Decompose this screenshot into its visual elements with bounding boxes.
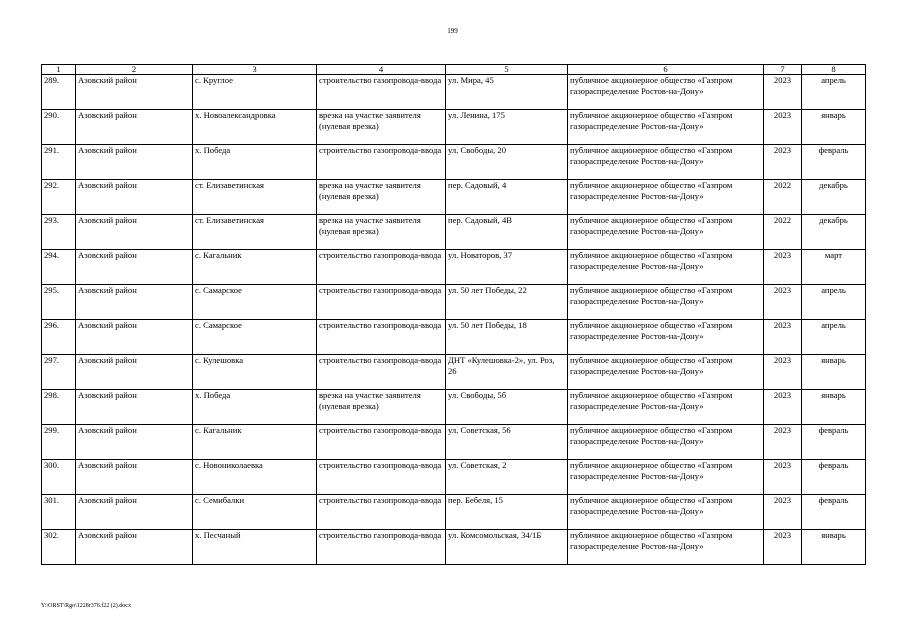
row-number: 293. xyxy=(42,215,76,250)
address-cell: пер. Бебеля, 15 xyxy=(446,495,568,530)
district-cell: Азовский район xyxy=(76,250,193,285)
year-cell: 2023 xyxy=(764,250,802,285)
locality-cell: с. Новониколаевка xyxy=(193,460,317,495)
locality-cell: с. Кагальник xyxy=(193,425,317,460)
work-type-cell: врезка на участке заявителя (нулевая врезка) xyxy=(317,180,446,215)
work-type-cell: врезка на участке заявителя (нулевая врезка) xyxy=(317,215,446,250)
row-number: 300. xyxy=(42,460,76,495)
address-cell: ул. Советская, 2 xyxy=(446,460,568,495)
district-cell: Азовский район xyxy=(76,460,193,495)
address-cell: ул. Мира, 45 xyxy=(446,75,568,110)
work-type-cell: строительство газопровода-ввода xyxy=(317,355,446,390)
locality-cell: с. Кагальник xyxy=(193,250,317,285)
work-type-cell: строительство газопровода-ввода xyxy=(317,145,446,180)
header-row xyxy=(42,65,866,75)
address-cell: пер. Садовый, 4 xyxy=(446,180,568,215)
table-row xyxy=(42,530,866,565)
month-cell: январь xyxy=(802,530,866,565)
district-cell: Азовский район xyxy=(76,110,193,145)
locality-cell: ст. Елизаветинская xyxy=(193,215,317,250)
organization-cell: публичное акционерное общество «Газпром газораспределение Ростов-на-Дону» xyxy=(568,250,764,285)
address-cell: ул. Советская, 56 xyxy=(446,425,568,460)
locality-cell: с. Самарское xyxy=(193,320,317,355)
organization-cell: публичное акционерное общество «Газпром газораспределение Ростов-на-Дону» xyxy=(568,495,764,530)
work-type-cell: строительство газопровода-ввода xyxy=(317,460,446,495)
organization-cell: публичное акционерное общество «Газпром газораспределение Ростов-на-Дону» xyxy=(568,530,764,565)
locality-cell: х. Новоалександровка xyxy=(193,110,317,145)
year-cell: 2023 xyxy=(764,530,802,565)
column-header: 3 xyxy=(193,65,317,75)
table-row xyxy=(42,460,866,495)
month-cell: апрель xyxy=(802,75,866,110)
row-number: 289. xyxy=(42,75,76,110)
table-row xyxy=(42,285,866,320)
address-cell: ул. Комсомольская, 34/1Б xyxy=(446,530,568,565)
row-number: 302. xyxy=(42,530,76,565)
organization-cell: публичное акционерное общество «Газпром газораспределение Ростов-на-Дону» xyxy=(568,215,764,250)
organization-cell: публичное акционерное общество «Газпром газораспределение Ростов-на-Дону» xyxy=(568,75,764,110)
row-number: 291. xyxy=(42,145,76,180)
month-cell: декабрь xyxy=(802,215,866,250)
organization-cell: публичное акционерное общество «Газпром газораспределение Ростов-на-Дону» xyxy=(568,285,764,320)
locality-cell: х. Победа xyxy=(193,145,317,180)
year-cell: 2023 xyxy=(764,460,802,495)
locality-cell: с. Круглое xyxy=(193,75,317,110)
address-cell: ДНТ «Кулешовка-2», ул. Роз, 26 xyxy=(446,355,568,390)
gasification-table xyxy=(41,64,866,565)
month-cell: февраль xyxy=(802,145,866,180)
table-row xyxy=(42,425,866,460)
month-cell: февраль xyxy=(802,495,866,530)
district-cell: Азовский район xyxy=(76,285,193,320)
year-cell: 2023 xyxy=(764,390,802,425)
year-cell: 2023 xyxy=(764,425,802,460)
year-cell: 2023 xyxy=(764,355,802,390)
work-type-cell: строительство газопровода-ввода xyxy=(317,320,446,355)
year-cell: 2023 xyxy=(764,110,802,145)
address-cell: пер. Садовый, 4В xyxy=(446,215,568,250)
month-cell: март xyxy=(802,250,866,285)
column-header: 6 xyxy=(568,65,764,75)
table-row xyxy=(42,180,866,215)
column-header: 5 xyxy=(446,65,568,75)
column-header: 7 xyxy=(764,65,802,75)
district-cell: Азовский район xyxy=(76,215,193,250)
organization-cell: публичное акционерное общество «Газпром газораспределение Ростов-на-Дону» xyxy=(568,320,764,355)
table-row xyxy=(42,320,866,355)
district-cell: Азовский район xyxy=(76,180,193,215)
month-cell: декабрь xyxy=(802,180,866,215)
address-cell: ул. Свободы, 20 xyxy=(446,145,568,180)
address-cell: ул. Свободы, 5б xyxy=(446,390,568,425)
year-cell: 2022 xyxy=(764,215,802,250)
table-row xyxy=(42,75,866,110)
year-cell: 2023 xyxy=(764,75,802,110)
work-type-cell: строительство газопровода-ввода xyxy=(317,495,446,530)
locality-cell: с. Семибалки xyxy=(193,495,317,530)
organization-cell: публичное акционерное общество «Газпром газораспределение Ростов-на-Дону» xyxy=(568,110,764,145)
table-row xyxy=(42,355,866,390)
locality-cell: х. Песчаный xyxy=(193,530,317,565)
address-cell: ул. 50 лет Победы, 22 xyxy=(446,285,568,320)
district-cell: Азовский район xyxy=(76,495,193,530)
address-cell: ул. Новаторов, 37 xyxy=(446,250,568,285)
locality-cell: х. Победа xyxy=(193,390,317,425)
organization-cell: публичное акционерное общество «Газпром газораспределение Ростов-на-Дону» xyxy=(568,425,764,460)
work-type-cell: строительство газопровода-ввода xyxy=(317,425,446,460)
year-cell: 2023 xyxy=(764,320,802,355)
address-cell: ул. 50 лет Победы, 18 xyxy=(446,320,568,355)
column-header: 8 xyxy=(802,65,866,75)
organization-cell: публичное акционерное общество «Газпром газораспределение Ростов-на-Дону» xyxy=(568,145,764,180)
work-type-cell: строительство газопровода-ввода xyxy=(317,285,446,320)
column-header: 2 xyxy=(76,65,193,75)
column-header: 1 xyxy=(42,65,76,75)
district-cell: Азовский район xyxy=(76,390,193,425)
month-cell: январь xyxy=(802,110,866,145)
year-cell: 2023 xyxy=(764,495,802,530)
row-number: 296. xyxy=(42,320,76,355)
year-cell: 2023 xyxy=(764,145,802,180)
row-number: 292. xyxy=(42,180,76,215)
month-cell: февраль xyxy=(802,460,866,495)
month-cell: январь xyxy=(802,390,866,425)
work-type-cell: строительство газопровода-ввода xyxy=(317,75,446,110)
organization-cell: публичное акционерное общество «Газпром газораспределение Ростов-на-Дону» xyxy=(568,460,764,495)
row-number: 297. xyxy=(42,355,76,390)
work-type-cell: врезка на участке заявителя (нулевая врезка) xyxy=(317,110,446,145)
district-cell: Азовский район xyxy=(76,425,193,460)
work-type-cell: строительство газопровода-ввода xyxy=(317,250,446,285)
row-number: 290. xyxy=(42,110,76,145)
work-type-cell: врезка на участке заявителя (нулевая врезка) xyxy=(317,390,446,425)
address-cell: ул. Ленина, 175 xyxy=(446,110,568,145)
district-cell: Азовский район xyxy=(76,145,193,180)
locality-cell: с. Кулешовка xyxy=(193,355,317,390)
table-row xyxy=(42,215,866,250)
row-number: 298. xyxy=(42,390,76,425)
month-cell: апрель xyxy=(802,320,866,355)
district-cell: Азовский район xyxy=(76,75,193,110)
district-cell: Азовский район xyxy=(76,320,193,355)
table-row xyxy=(42,110,866,145)
locality-cell: с. Самарское xyxy=(193,285,317,320)
table-row xyxy=(42,250,866,285)
page-number: 199 xyxy=(447,27,458,35)
row-number: 301. xyxy=(42,495,76,530)
district-cell: Азовский район xyxy=(76,530,193,565)
table-row xyxy=(42,390,866,425)
organization-cell: публичное акционерное общество «Газпром газораспределение Ростов-на-Дону» xyxy=(568,355,764,390)
work-type-cell: строительство газопровода-ввода xyxy=(317,530,446,565)
year-cell: 2022 xyxy=(764,180,802,215)
table-row xyxy=(42,145,866,180)
column-header: 4 xyxy=(317,65,446,75)
month-cell: январь xyxy=(802,355,866,390)
row-number: 295. xyxy=(42,285,76,320)
district-cell: Азовский район xyxy=(76,355,193,390)
month-cell: апрель xyxy=(802,285,866,320)
locality-cell: ст. Елизаветинская xyxy=(193,180,317,215)
row-number: 294. xyxy=(42,250,76,285)
year-cell: 2023 xyxy=(764,285,802,320)
file-path-footer: Y:\ORST\Rgo\1228r376.f22 (2).docx xyxy=(41,603,131,609)
table-row xyxy=(42,495,866,530)
organization-cell: публичное акционерное общество «Газпром газораспределение Ростов-на-Дону» xyxy=(568,180,764,215)
row-number: 299. xyxy=(42,425,76,460)
month-cell: февраль xyxy=(802,425,866,460)
organization-cell: публичное акционерное общество «Газпром газораспределение Ростов-на-Дону» xyxy=(568,390,764,425)
